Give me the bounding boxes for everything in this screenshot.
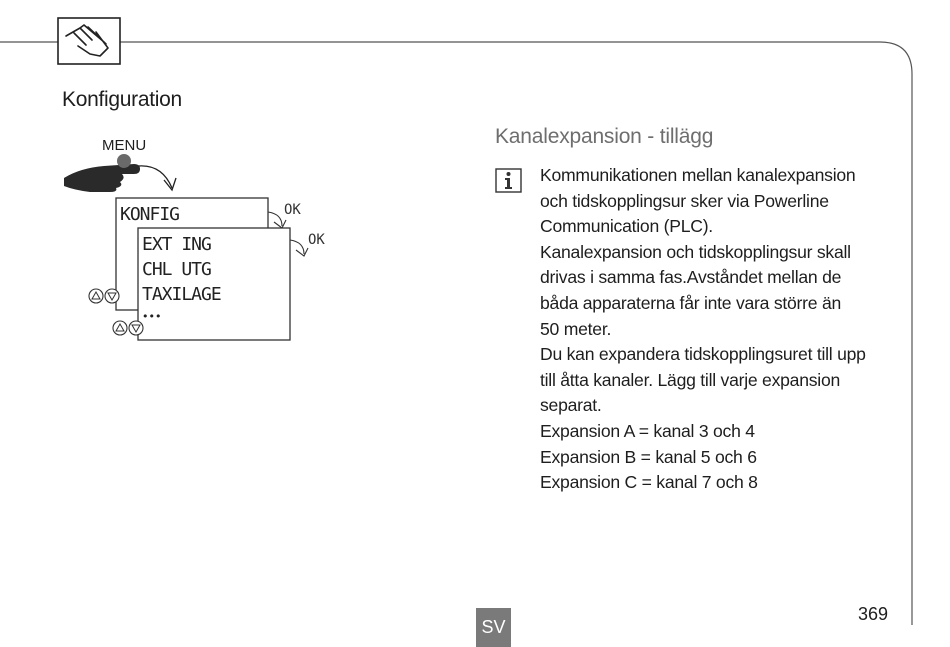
info-icon [495, 168, 522, 193]
body-line: drivas i samma fas.Avståndet mellan de [540, 267, 842, 288]
body-line: Communication (PLC). [540, 216, 713, 237]
body-line: separat. [540, 395, 602, 416]
body-text [540, 163, 900, 496]
body-line: Kommunikationen mellan kanalexpansion [540, 165, 856, 185]
body-line: Expansion C = kanal 7 och 8 [540, 472, 758, 493]
menu-label: MENU [102, 137, 147, 154]
screen2-line-3: TAXILAGE [142, 284, 221, 305]
language-badge: SV [476, 608, 511, 647]
menu-diagram [60, 128, 360, 358]
ok-label-1: OK [284, 202, 301, 218]
screen1-line: KONFIG [120, 204, 180, 225]
page-number: 369 [858, 604, 889, 624]
hand-pointer-icon [58, 18, 120, 64]
up-down-buttons-1 [89, 289, 119, 303]
ok-label-2: OK [308, 232, 325, 248]
section-title: Konfiguration [62, 88, 182, 111]
screen2-line-1: EXT ING [142, 234, 211, 255]
screen2-line-2: CHL UTG [142, 259, 211, 280]
pressing-hand-icon [64, 154, 140, 192]
arrow-curve [138, 166, 172, 188]
body-line: och tidskopplingsur sker via Powerline [540, 190, 829, 211]
subtitle: Kanalexpansion - tillägg [495, 125, 714, 148]
up-down-buttons-2 [113, 321, 143, 335]
body-line: Expansion B = kanal 5 och 6 [540, 446, 757, 467]
body-line: båda apparaterna får inte vara större än [540, 292, 842, 313]
body-line: Expansion A = kanal 3 och 4 [540, 420, 755, 441]
body-line: 50 meter. [540, 318, 612, 339]
body-line: till åtta kanaler. Lägg till varje expansion [540, 369, 841, 390]
body-line: Du kan expandera tidskopplingsuret till upp [540, 344, 866, 365]
body-line: Kanalexpansion och tidskopplingsur skall [540, 241, 851, 262]
screen2-ellipsis: ••• [142, 310, 162, 323]
